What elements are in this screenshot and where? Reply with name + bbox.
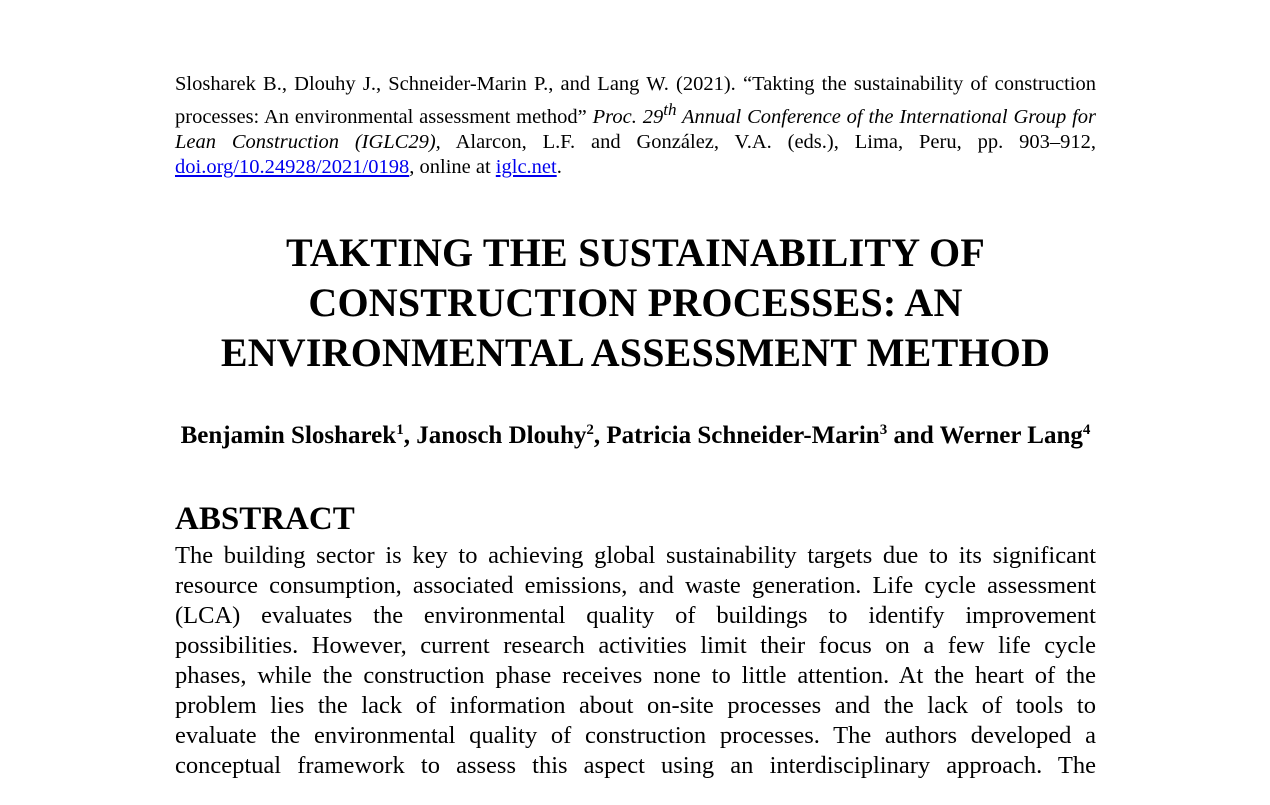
abstract-line: possibilities. However, current research activities limit their focus on a few life cycle bbox=[175, 631, 1096, 659]
author-name: Werner Lang bbox=[939, 421, 1083, 449]
citation-proc-sup: th bbox=[663, 100, 677, 119]
author-name: Patricia Schneider-Marin bbox=[606, 421, 880, 449]
abstract-body bbox=[175, 541, 1096, 781]
citation-block bbox=[175, 72, 1096, 180]
paper-title-line: CONSTRUCTION PROCESSES: AN bbox=[308, 279, 963, 325]
abstract-heading: ABSTRACT bbox=[175, 500, 355, 537]
paper-page bbox=[175, 72, 1096, 781]
citation-online-text: , online at bbox=[409, 155, 496, 178]
author-list bbox=[175, 420, 1096, 451]
abstract-line: evaluate the environmental quality of construction processes. The authors developed a bbox=[175, 721, 1096, 749]
paper-title-line: ENVIRONMENTAL ASSESSMENT METHOD bbox=[220, 329, 1051, 375]
citation-authors-year: Slosharek B., Dlouhy J., Schneider-Marin P., and Lang W. (2021). bbox=[175, 73, 736, 95]
author-name: Benjamin Slosharek bbox=[180, 421, 397, 449]
author-separator: , bbox=[593, 421, 607, 449]
doi-link[interactable]: doi.org/10.24928/2021/0198 bbox=[175, 155, 410, 178]
author-separator: , bbox=[403, 421, 417, 449]
citation-paper-title: “Takting the sustainability of construction processes: An environmental assessment method” bbox=[175, 73, 1096, 128]
author-affiliation-number: 2 bbox=[586, 421, 594, 438]
abstract-line: resource consumption, associated emissions, and waste generation. Life cycle assessment bbox=[175, 571, 1096, 599]
abstract-line: (LCA) evaluates the environmental quality of buildings to identify improvement bbox=[175, 601, 1096, 629]
citation-proc-prefix: Proc. 29 bbox=[592, 105, 664, 128]
author-name: Janosch Dlouhy bbox=[416, 421, 587, 449]
author-affiliation-number: 3 bbox=[879, 421, 888, 438]
citation-editors: Alarcon, L.F. and González, V.A. (eds.) bbox=[455, 130, 834, 153]
paper-title bbox=[175, 228, 1096, 378]
author-separator: and bbox=[887, 421, 940, 449]
paper-title-line: TAKTING THE SUSTAINABILITY OF bbox=[286, 229, 985, 275]
author-affiliation-number: 4 bbox=[1082, 421, 1091, 438]
citation-place-pages: , Lima, Peru, pp. 903–912, bbox=[833, 130, 1096, 153]
citation-end-punct: . bbox=[556, 155, 562, 178]
abstract-line: phases, while the construction phase receives none to little attention. At the heart of the bbox=[175, 661, 1096, 689]
abstract-line: problem lies the lack of information about on-site processes and the lack of tools to bbox=[175, 691, 1096, 719]
author-affiliation-number: 1 bbox=[396, 421, 404, 438]
citation-proc-suffix: Annual Conference of the International Group for Lean Construction (IGLC29), bbox=[175, 105, 1097, 153]
abstract-line: conceptual framework to assess this aspect using an interdisciplinary approach. The bbox=[175, 751, 1096, 779]
abstract-line: The building sector is key to achieving global sustainability targets due to its significant bbox=[175, 541, 1096, 569]
iglc-site-link[interactable]: iglc.net bbox=[495, 155, 557, 178]
